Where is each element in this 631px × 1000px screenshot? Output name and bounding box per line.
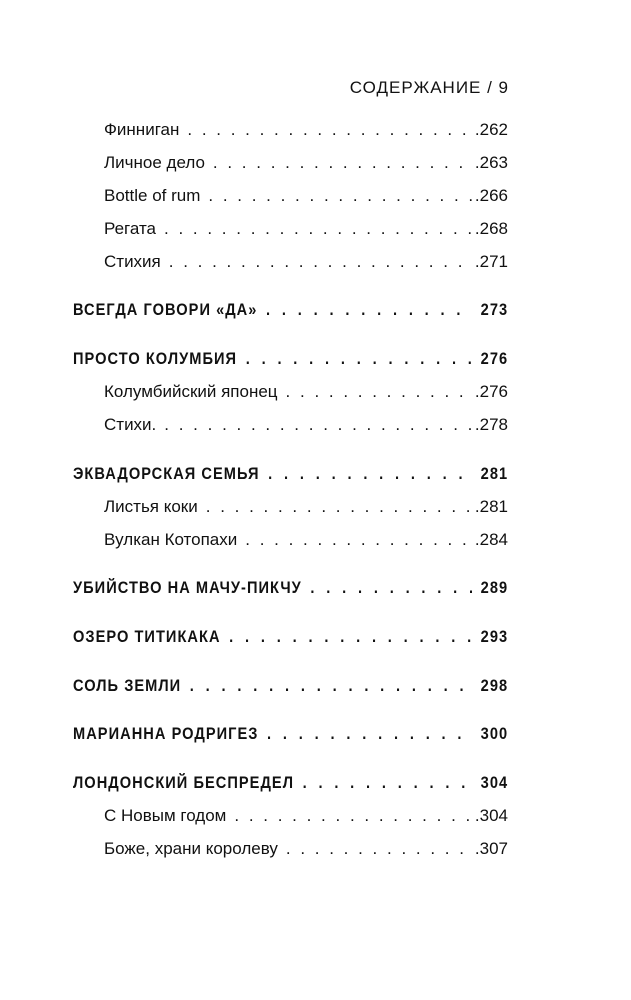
toc-chapter (73, 300, 508, 320)
toc-entry (104, 186, 508, 206)
toc-chapter-page: 281 (472, 464, 508, 484)
toc-entry-page: .276 (474, 382, 508, 401)
toc-chapter-title: ВСЕГДА ГОВОРИ «ДА» (73, 300, 266, 320)
toc-chapter (73, 464, 508, 484)
toc-chapter-page: 298 (472, 676, 508, 696)
toc-chapter (73, 676, 508, 696)
toc-entry-title: Стихи. (104, 415, 164, 435)
toc-chapter (73, 627, 508, 647)
toc-chapter-page: 276 (472, 349, 508, 369)
toc-entry (104, 806, 508, 826)
toc-chapter-page: 300 (472, 724, 508, 744)
dot-leader (164, 219, 473, 239)
page-header: СОДЕРЖАНИЕ / 9 (349, 78, 509, 97)
toc-chapter-page: 273 (472, 300, 508, 320)
toc-entry (104, 219, 508, 239)
toc-chapter (73, 773, 508, 793)
dot-leader (286, 382, 473, 402)
dot-leader (303, 773, 472, 793)
toc-entry (104, 839, 508, 859)
toc-entry-page: .271 (474, 252, 508, 271)
dot-leader (245, 530, 473, 550)
toc-entry-title: Финниган (104, 120, 187, 140)
dot-leader (213, 153, 473, 173)
toc-entry (104, 153, 508, 173)
toc-entry-page: .307 (474, 839, 508, 858)
toc-chapter-title: ПРОСТО КОЛУМБИЯ (73, 349, 246, 369)
toc-chapter-page: 289 (472, 578, 508, 598)
toc-chapter-title: УБИЙСТВО НА МАЧУ-ПИКЧУ (73, 578, 310, 598)
toc-entry-title: Личное дело (104, 153, 213, 173)
dot-leader (229, 627, 472, 647)
dot-leader (187, 120, 473, 140)
dot-leader (286, 839, 473, 859)
toc-chapter (73, 724, 508, 744)
toc-entry-page: .268 (474, 219, 508, 238)
toc-entry (104, 415, 508, 435)
toc-entry-page: .266 (474, 186, 508, 205)
toc-chapter-page: 293 (472, 627, 508, 647)
toc-entry (104, 530, 508, 550)
toc-entry (104, 120, 508, 140)
dot-leader (310, 578, 472, 598)
dot-leader (169, 252, 473, 272)
toc-entry-page: .262 (474, 120, 508, 139)
toc-chapter-title: МАРИАННА РОДРИГЕЗ (73, 724, 267, 744)
toc-entry-page: .304 (474, 806, 508, 825)
toc-entry-title: Колумбийский японец (104, 382, 286, 402)
toc-entry-title: Bottle of rum (104, 186, 208, 206)
dot-leader (234, 806, 473, 826)
dot-leader (266, 300, 472, 320)
toc-entry-title: Вулкан Котопахи (104, 530, 245, 550)
toc-chapter-title: ЛОНДОНСКИЙ БЕСПРЕДЕЛ (73, 773, 303, 793)
toc-entry-page: .278 (474, 415, 508, 434)
toc-chapter (73, 578, 508, 598)
toc-chapter-title: СОЛЬ ЗЕМЛИ (73, 676, 190, 696)
dot-leader (267, 724, 472, 744)
dot-leader (268, 464, 472, 484)
toc-entry-title: С Новым годом (104, 806, 234, 826)
toc-entry-title: Листья коки (104, 497, 206, 517)
toc-chapter-page: 304 (472, 773, 508, 793)
dot-leader (206, 497, 473, 517)
toc-entry-title: Боже, храни королеву (104, 839, 286, 859)
toc-entry (104, 497, 508, 517)
toc-chapter (73, 349, 508, 369)
toc-entry-title: Регата (104, 219, 164, 239)
toc-chapter-title: ОЗЕРО ТИТИКАКА (73, 627, 229, 647)
toc-entry (104, 382, 508, 402)
toc-entry (104, 252, 508, 272)
dot-leader (190, 676, 472, 696)
toc-entry-title: Стихия (104, 252, 169, 272)
dot-leader (164, 415, 473, 435)
toc-chapter-title: ЭКВАДОРСКАЯ СЕМЬЯ (73, 464, 268, 484)
toc-entry-page: .284 (474, 530, 508, 549)
dot-leader (246, 349, 472, 369)
dot-leader (208, 186, 473, 206)
toc-entry-page: .263 (474, 153, 508, 172)
toc-entry-page: .281 (474, 497, 508, 516)
